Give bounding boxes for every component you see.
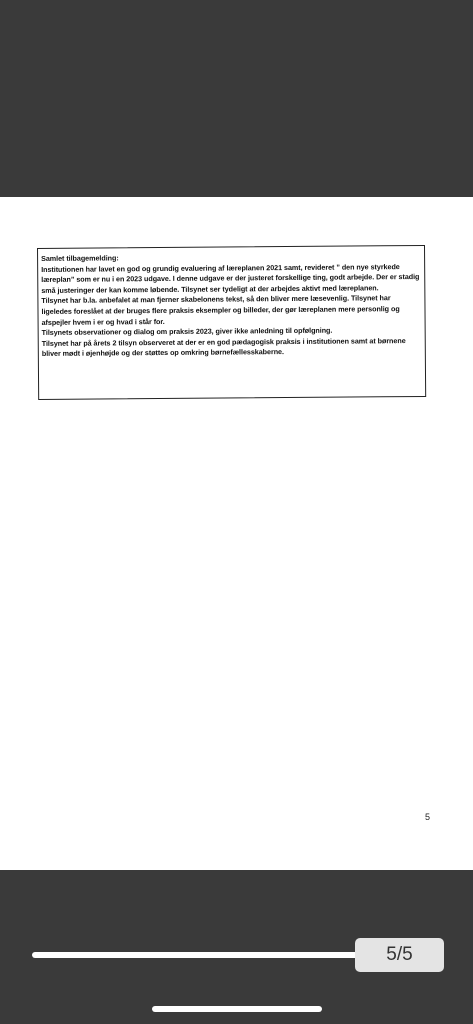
page-indicator[interactable]: 5/5 — [355, 938, 444, 972]
page-scrubber[interactable] — [32, 952, 362, 958]
document-page[interactable] — [0, 197, 473, 870]
page-number: 5 — [425, 812, 431, 822]
feedback-paragraph: Institutionen har lavet en god og grundig evaluering af læreplanen 2021 samt, revideret ” den nye styrkede læreplan” som er nu i en 2023 udgave. I denne udgave er der justeret forskellige ting, godt arbejde. Der er stadig små justeringer der kan komme løbende. Tilsynet ser tydeligt at der arbejdes aktivt med læreplanen. — [41, 261, 420, 295]
home-indicator[interactable] — [152, 1006, 322, 1012]
feedback-paragraph: Tilsynet har b.la. anbefalet at man fjerner skabelonens tekst, så den bliver mere læsevenlig. Tilsynet har ligeledes foreslået at der bruges flere praksis eksempler og billeder, der gør læreplanen mere personlig og afspejler hvem i er og hvad i står for. — [41, 293, 400, 327]
feedback-heading: Samlet tilbagemelding: — [41, 253, 119, 263]
feedback-box — [37, 245, 426, 400]
feedback-paragraph: Tilsynets observationer og dialog om praksis 2023, giver ikke anledning til opfølgning. — [41, 325, 333, 338]
feedback-paragraph: Tilsynet har på årets 2 tilsyn observeret at der er en god pædagogisk praksis i institutionen samt at børnene bliver mødt i øjenhøjde og der støttes op omkring børnefællesskaberne. — [41, 335, 406, 359]
